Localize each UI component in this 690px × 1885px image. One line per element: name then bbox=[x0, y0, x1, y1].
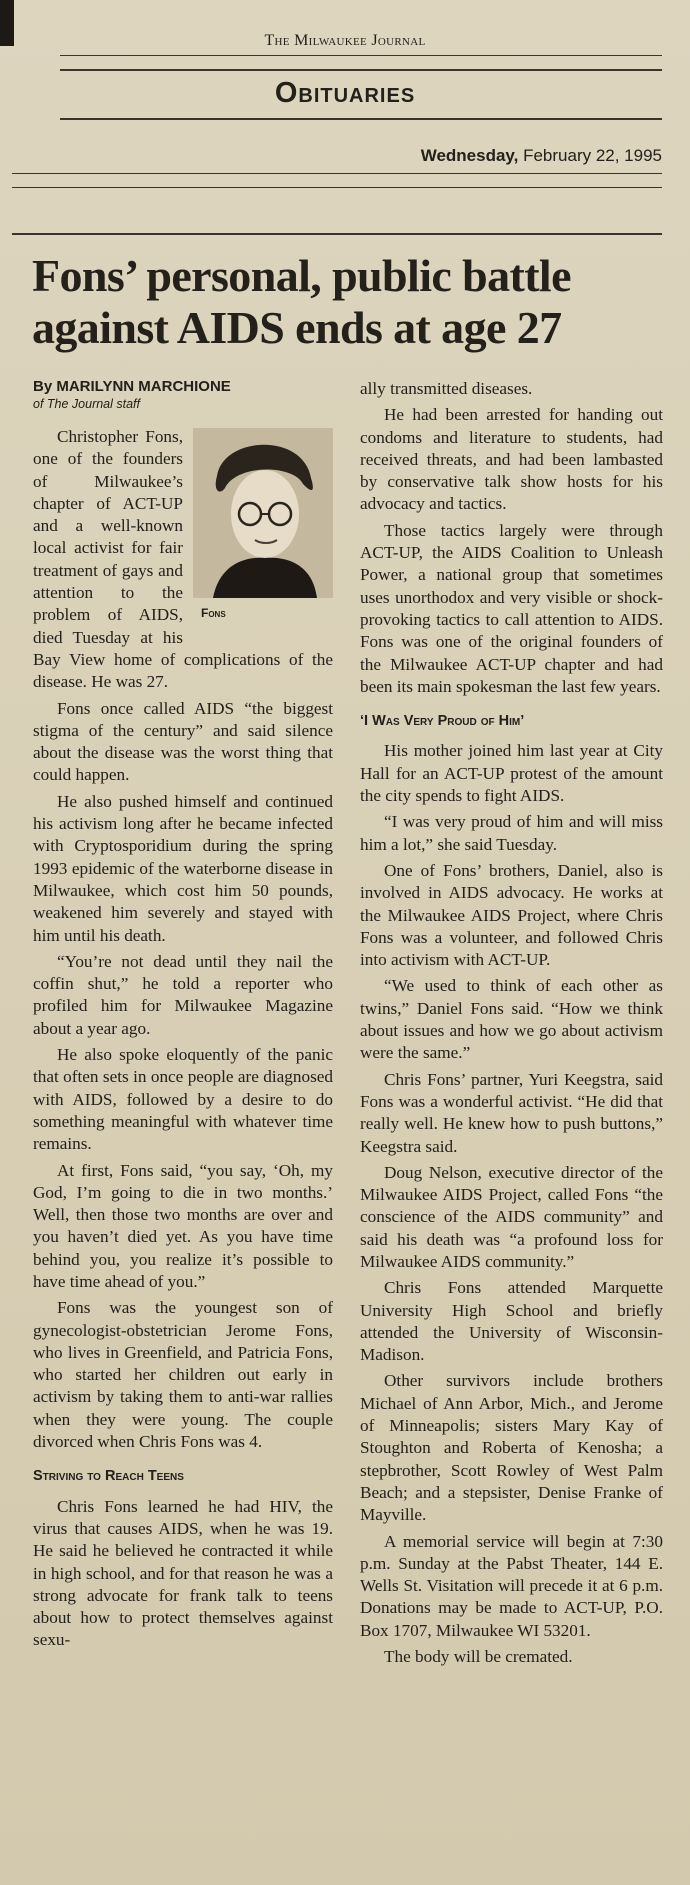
paragraph: Christopher Fons, one of the founders of Milwaukee’s chapter of ACT-UP and a well-known local activist for fair treatment of gays and attention to the problem of AIDS, died Tuesday at his Bay View home of complications of the disease. He was 27. bbox=[33, 427, 333, 692]
paragraph: Chris Fons learned he had HIV, the virus that causes AIDS, when he was 19. He said he believed he contracted it while in high school, and for that reason he was a strong advocate for frank talk to teens about how to protect themselves against sexu- bbox=[33, 1496, 333, 1650]
photo-figure bbox=[193, 428, 333, 624]
dateline-date: February 22, 1995 bbox=[523, 146, 662, 165]
masthead-rule bbox=[60, 55, 662, 56]
dateline-weekday: Wednesday, bbox=[420, 146, 519, 165]
photo-caption: Fons bbox=[201, 606, 226, 620]
paragraph: Fons was the youngest son of gynecologist-obstetrician Jerome Fons, who lives in Greenfield, and Patricia Fons, who started her children out early in activism by taking them to anti-war rallies when they were young. The couple divorced when Chris Fons was 4. bbox=[33, 1298, 333, 1452]
portrait-image bbox=[193, 428, 333, 598]
paragraph: “We used to think of each other as twins,” Daniel Fons said. “How we think about issues and how we go about activism were the same.” bbox=[360, 976, 663, 1063]
paragraph: He also spoke eloquently of the panic that often sets in once people are diagnosed with AIDS, followed by a desire to do something meaningful with whatever time remains. bbox=[33, 1045, 333, 1154]
paragraph: Chris Fons attended Marquette University High School and briefly attended the University of Wisconsin-Madison. bbox=[360, 1278, 663, 1365]
paragraph: A memorial service will begin at 7:30 p.m. Sunday at the Pabst Theater, 144 E. Wells St. Visitation will precede it at 6 p.m. Donations may be made to ACT-UP, P.O. Box 1707, Milwaukee WI 53201. bbox=[360, 1531, 663, 1640]
article-column-left bbox=[33, 378, 333, 1656]
byline: By MARILYNN MARCHIONE bbox=[33, 378, 231, 395]
section-rule bbox=[60, 118, 662, 120]
section-title: Obituaries bbox=[274, 77, 416, 109]
header-bottom-rule bbox=[12, 233, 662, 235]
dateline bbox=[421, 146, 662, 166]
date-rule-2 bbox=[12, 187, 662, 188]
paragraph: Those tactics largely were through ACT-UP, the AIDS Coalition to Unleash Power, a national group that sometimes uses unorthodox and very visible or shock-provoking tactics to call attention to AIDS. Fons was one of the original founders of the Milwaukee ACT-UP chapter and had been its main spokesman the last few years. bbox=[360, 520, 663, 696]
subhead-striving: Striving to Reach Teens bbox=[33, 1468, 184, 1485]
paragraph: ally transmitted diseases. bbox=[360, 379, 533, 398]
paragraph: He also pushed himself and continued his activism long after he became infected with Cryptosporidium during the spring 1993 epidemic of the waterborne disease in Milwaukee, which cost him 50 pounds, weakened him severely and stayed with him until his death. bbox=[33, 791, 333, 945]
paragraph: At first, Fons said, “you say, ‘Oh, my God, I’m going to die in two months.’ Well, then those two months are over and you haven’t died yet. As you have time behind you, you realize it’s possible to have time ahead of you.” bbox=[33, 1160, 333, 1291]
masthead-rule-2 bbox=[60, 69, 662, 71]
paragraph: His mother joined him last year at City Hall for an ACT-UP protest of the amount the city spends to fight AIDS. bbox=[360, 741, 663, 806]
paragraph: Fons once called AIDS “the biggest stigma of the century” and said silence about the disease was the worst thing that could happen. bbox=[33, 698, 333, 785]
article-column-right bbox=[360, 378, 663, 1672]
paragraph: “You’re not dead until they nail the coffin shut,” he told a reporter who profiled him for Milwaukee Magazine about a year ago. bbox=[33, 951, 333, 1038]
paragraph: Doug Nelson, executive director of the Milwaukee AIDS Project, called Fons “the conscience of the AIDS community” and said his death was “a profound loss for Milwaukee AIDS community.” bbox=[360, 1162, 663, 1271]
paragraph: The body will be cremated. bbox=[384, 1647, 573, 1667]
subhead-proud: ‘I Was Very Proud of Him’ bbox=[360, 713, 525, 730]
paragraph: Chris Fons’ partner, Yuri Keegstra, said Fons was a wonderful activist. “He did that really well. He knew how to push buttons,” Keegstra said. bbox=[360, 1069, 663, 1156]
byline-staff: of The Journal staff bbox=[33, 397, 141, 411]
paragraph: Other survivors include brothers Michael of Ann Arbor, Mich., and Jerome of Minneapolis; sisters Mary Kay of Stoughton and Roberta of Kenosha; a stepbrother, Scott Rowley of West Palm Beach; and a stepsister, Denise Franke of Mayville. bbox=[360, 1371, 663, 1525]
date-rule bbox=[12, 173, 662, 174]
portrait-photo bbox=[193, 428, 333, 598]
masthead: The Milwaukee Journal bbox=[264, 32, 426, 49]
paragraph: “I was very proud of him and will miss him a lot,” she said Tuesday. bbox=[360, 812, 663, 854]
paragraph: One of Fons’ brothers, Daniel, also is involved in AIDS advocacy. He works at the Milwaukee AIDS Project, where Chris Fons was a volunteer, and followed Chris into activism with ACT-UP. bbox=[360, 860, 663, 970]
paragraph: He had been arrested for handing out condoms and literature to students, had received threats, and had been lambasted by conservative talk show hosts for his advocacy and tactics. bbox=[360, 405, 663, 514]
headline: Fons’ personal, public battle against AIDS ends at age 27 bbox=[32, 250, 571, 353]
